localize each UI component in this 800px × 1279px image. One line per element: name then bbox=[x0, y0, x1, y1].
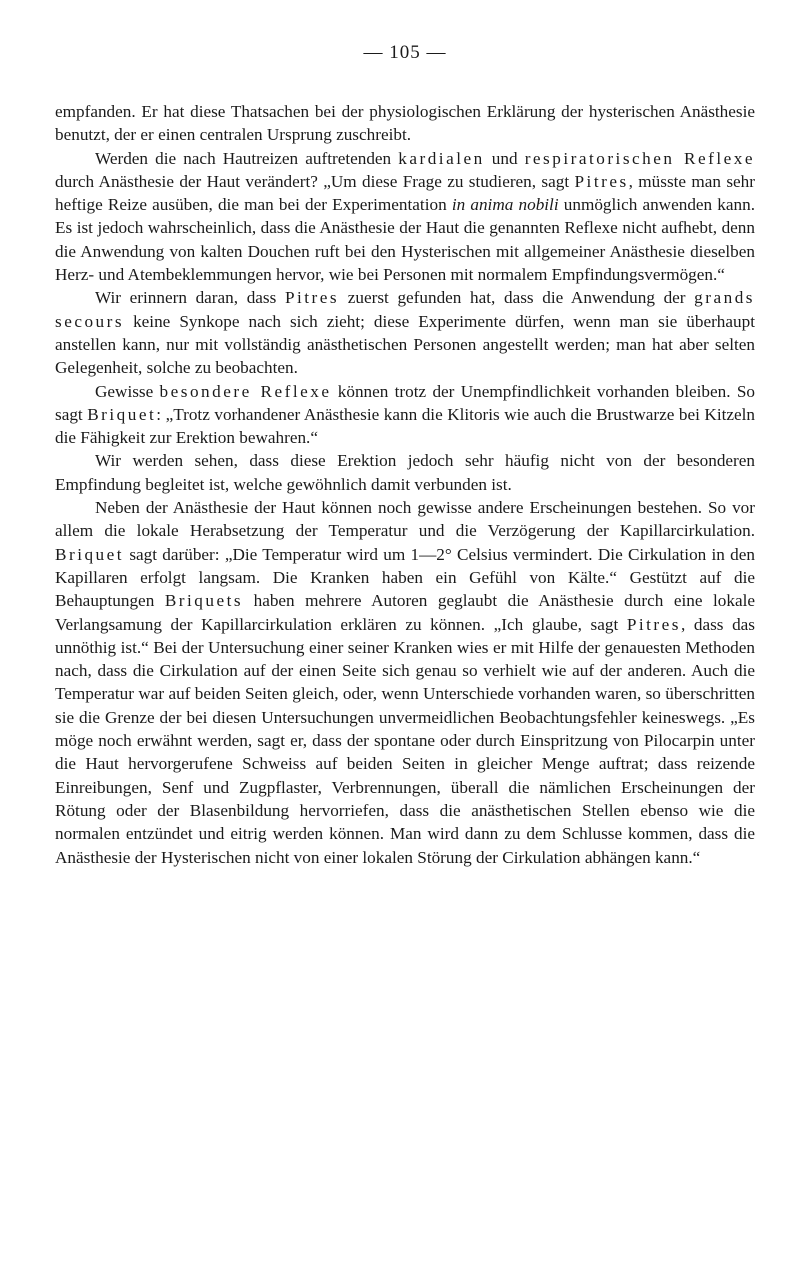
text-run: haben mehrere Autoren geglaubt die Anästhesie durch eine lokale Verlangsamung der Kapillarcirkulation erklären zu können. „Ich glaube, sagt bbox=[55, 591, 755, 634]
text-run: Gewisse bbox=[95, 381, 160, 401]
spaced-emphasis: Pitres bbox=[284, 288, 340, 308]
text-run: unmöglich anwenden kann. Es ist jedoch wahrscheinlich, dass die Anästhesie der Haut die genannten Reflexe nicht aufhebt, denn die Anwendung von kalten Douchen ruft bei den Hysterischen mit allgemeiner Anästhesie dieselben Herz- und Atembeklemmungen hervor, wie bei Personen mit normalem Empfindungsvermögen.“ bbox=[55, 195, 756, 285]
text-run: empfanden. Er hat diese Thatsachen bei der physiologischen Erklärung der hysterischen Anästhesie benutzt, der er einen centralen Ursprung zuschreibt. bbox=[55, 102, 755, 145]
spaced-emphasis: Pitres bbox=[626, 614, 681, 634]
spaced-emphasis: Pitres bbox=[574, 171, 629, 191]
paragraph-p4 bbox=[55, 380, 755, 450]
text-run: : „Trotz vorhandener Anästhesie kann die Klitoris wie auch die Brustwarze bei Kitzeln die Fähigkeit zur Erektion bewahren.“ bbox=[55, 404, 756, 448]
text-run: sagt darüber: „Die Temperatur wird um 1—2° Celsius vermindert. Die Cirkulation in den Kapillaren erfolgt langsam. Die Kranken haben ein Gefühl von Kälte.“ Gestützt auf die Behauptungen bbox=[55, 544, 755, 611]
spaced-emphasis: kardialen bbox=[398, 148, 485, 168]
spaced-emphasis: besondere Reflexe bbox=[159, 381, 332, 401]
text-run: Werden die nach Hautreizen auftretenden bbox=[95, 148, 399, 168]
text-run: durch Anästhesie der Haut verändert? „Um diese Frage zu studieren, sagt bbox=[55, 171, 575, 191]
spaced-emphasis: Briquet bbox=[87, 404, 157, 424]
text-run: , müsste man sehr heftige Reize ausüben, die man bei der Experimentation bbox=[55, 171, 755, 215]
paragraph-p6 bbox=[55, 496, 755, 869]
text-run: zuerst gefunden hat, dass die Anwendung der bbox=[339, 288, 695, 308]
text-run: können trotz der Unempfindlichkeit vorhanden bleiben. So sagt bbox=[55, 381, 755, 424]
spaced-emphasis: grands secours bbox=[55, 288, 755, 331]
text-run: , dass das unnöthig ist.“ Bei der Untersuchung einer seiner Kranken wies er mit Hilfe der genauesten Methoden nach, dass die Cirkulation auf der einen Seite sich genau so verhielt wie auf der anderen. Auch die Temperatur war auf beiden Seiten gleich, oder, wenn Unterschiede vorhanden waren, so überschritten sie die Grenze der bei diesen Untersuchungen unvermeidlichen Beobachtungsfehler keineswegs. „Es möge noch erwähnt werden, sagt er, dass der spontane oder durch Einspritzung von Pilocarpin unter die Haut hervorgerufene Schweiss auf beiden Seiten in gleicher Menge auftrat; dass reizende Einreibungen, Senf und Zugpflaster, Verbrennungen, überall die nämlichen Erscheinungen der Rötung oder der Blasenbildung hervorriefen, dass die anästhetischen Stellen ebenso wie die normalen entzündet und eitrig werden können. Man wird dann zu dem Schlusse kommen, dass die Anästhesie der Hysterischen nicht von einer lokalen Störung der Cirkulation abhängen kann.“ bbox=[55, 614, 755, 867]
text-run: keine Synkope nach sich zieht; diese Experimente dürfen, wenn man sie überhaupt anstellen kann, nur mit vollständig anästhetischen Personen angestellt werden; man hat aber selten Gelegenheit, solche zu beobachten. bbox=[55, 311, 755, 378]
paragraph-p5 bbox=[55, 449, 755, 496]
document-page bbox=[55, 0, 755, 1279]
text-run: Wir werden sehen, dass diese Erektion jedoch sehr häufig nicht von der besonderen Empfindung begleitet ist, welche gewöhnlich damit verbunden ist. bbox=[55, 451, 755, 494]
body-text bbox=[55, 100, 755, 869]
page-number: — 105 — bbox=[363, 42, 447, 63]
spaced-emphasis: Briquet bbox=[55, 544, 125, 564]
text-run: Neben der Anästhesie der Haut können noch gewisse andere Erscheinungen bestehen. So vor allem die lokale Herabsetzung der Temperatur und die Verzögerung der Kapillarcirkulation. bbox=[55, 498, 755, 541]
spaced-emphasis: respiratorischen Reflexe bbox=[524, 148, 755, 168]
text-run: Wir erinnern daran, dass bbox=[95, 288, 285, 308]
text-run: und bbox=[484, 148, 525, 168]
spaced-emphasis: Briquets bbox=[164, 591, 244, 611]
paragraph-p2 bbox=[55, 147, 755, 287]
italic-phrase: in anima nobili bbox=[451, 195, 559, 215]
paragraph-p3 bbox=[55, 286, 755, 379]
paragraph-p1 bbox=[55, 100, 755, 147]
